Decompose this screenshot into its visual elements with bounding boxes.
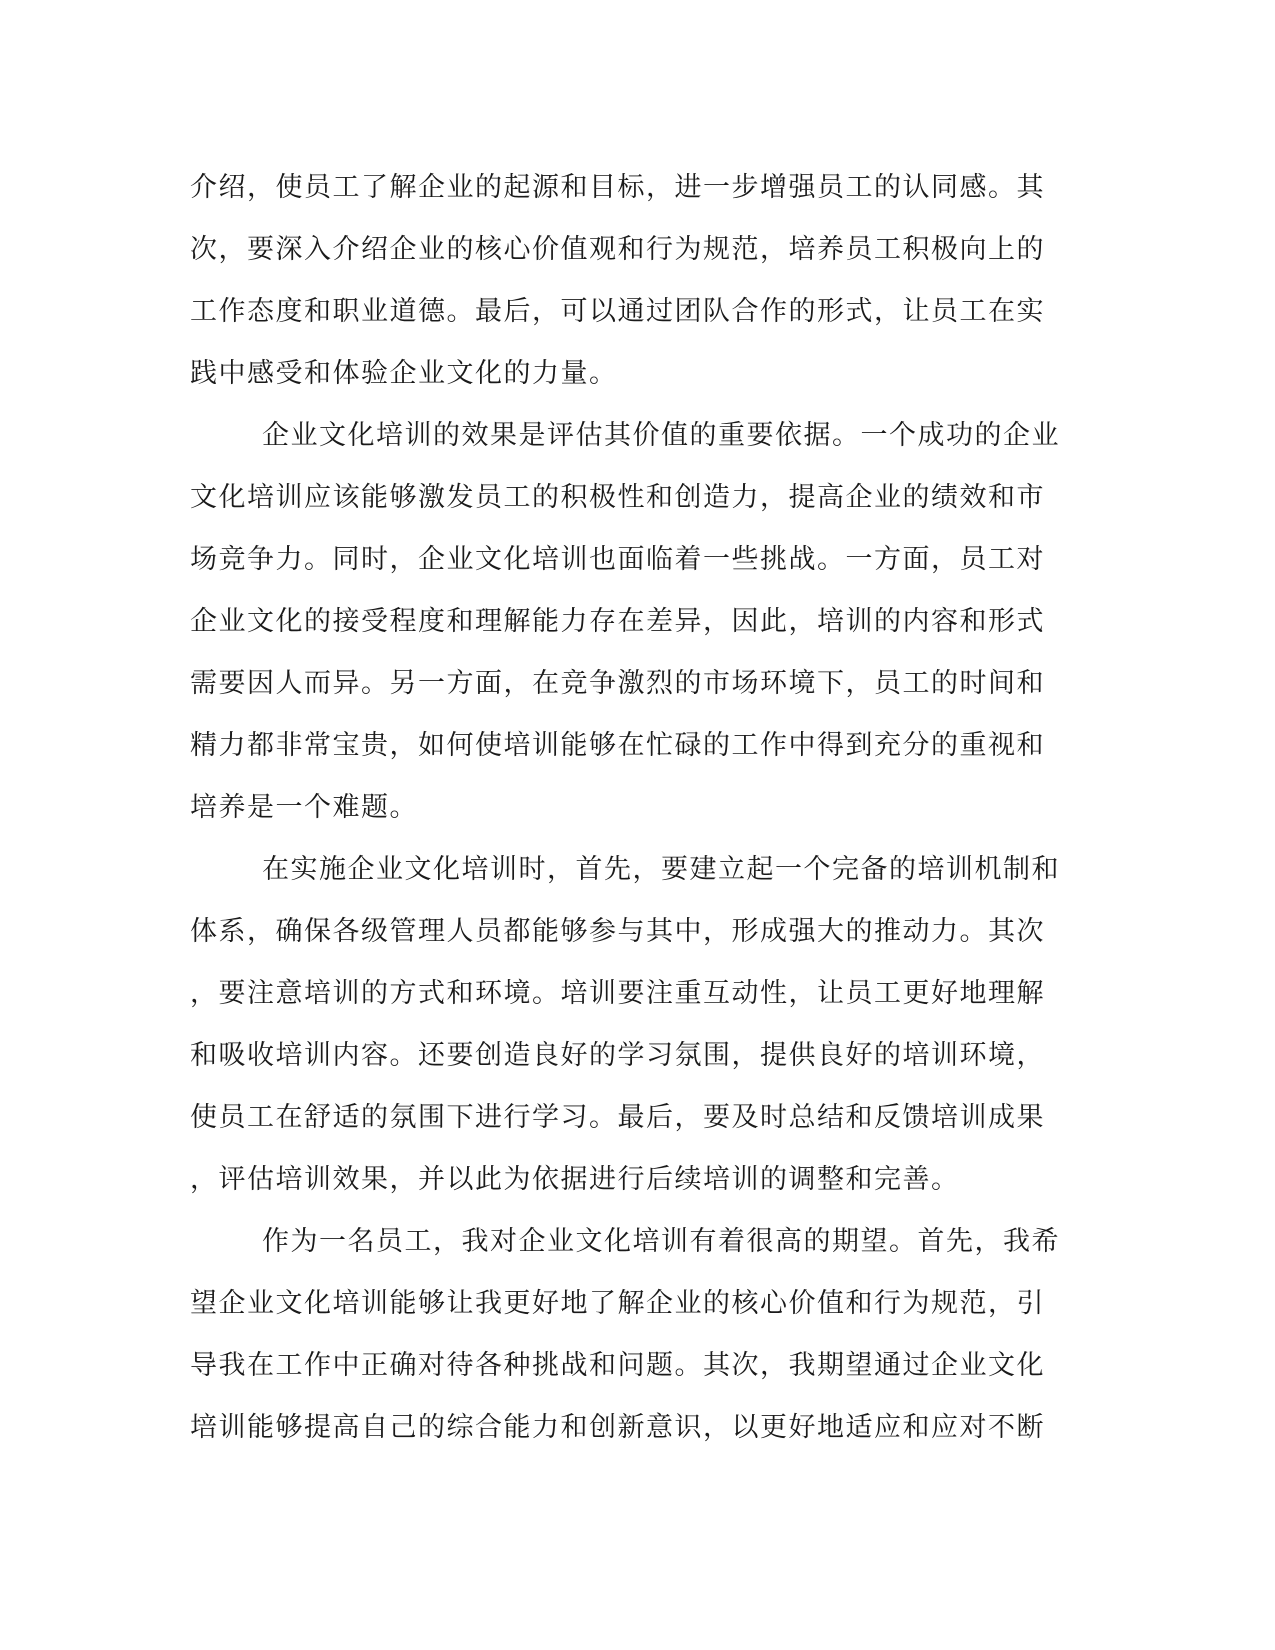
text-line: 培训能够提高自己的综合能力和创新意识，以更好地适应和应对不断 bbox=[190, 1412, 1045, 1443]
text-line: 工作态度和职业道德。最后，可以通过团队合作的形式，让员工在实 bbox=[190, 296, 1045, 327]
text-line: ，评估培训效果，并以此为依据进行后续培训的调整和完善。 bbox=[190, 1164, 960, 1195]
text-line: 需要因人而异。另一方面，在竞争激烈的市场环境下，员工的时间和 bbox=[190, 668, 1045, 699]
text-line: 企业文化培训的效果是评估其价值的重要依据。一个成功的企业 bbox=[262, 420, 1060, 451]
text-line: 培养是一个难题。 bbox=[190, 792, 418, 823]
text-line: 使员工在舒适的氛围下进行学习。最后，要及时总结和反馈培训成果 bbox=[190, 1102, 1045, 1133]
text-line: 次，要深入介绍企业的核心价值观和行为规范，培养员工积极向上的 bbox=[190, 234, 1045, 265]
text-line: 作为一名员工，我对企业文化培训有着很高的期望。首先，我希 bbox=[262, 1226, 1060, 1257]
text-line: ，要注意培训的方式和环境。培训要注重互动性，让员工更好地理解 bbox=[190, 978, 1045, 1009]
text-line: 介绍，使员工了解企业的起源和目标，进一步增强员工的认同感。其 bbox=[190, 172, 1045, 203]
text-line: 和吸收培训内容。还要创造良好的学习氛围，提供良好的培训环境， bbox=[190, 1040, 1045, 1071]
text-line: 精力都非常宝贵，如何使培训能够在忙碌的工作中得到充分的重视和 bbox=[190, 730, 1045, 761]
paragraph-1 bbox=[190, 157, 1090, 405]
paragraph-2 bbox=[190, 405, 1090, 839]
text-line: 文化培训应该能够激发员工的积极性和创造力，提高企业的绩效和市 bbox=[190, 482, 1045, 513]
paragraph-4 bbox=[190, 1211, 1090, 1459]
text-line: 企业文化的接受程度和理解能力存在差异，因此，培训的内容和形式 bbox=[190, 606, 1045, 637]
text-line: 在实施企业文化培训时，首先，要建立起一个完备的培训机制和 bbox=[262, 854, 1060, 885]
text-line: 望企业文化培训能够让我更好地了解企业的核心价值和行为规范，引 bbox=[190, 1288, 1045, 1319]
text-line: 践中感受和体验企业文化的力量。 bbox=[190, 358, 618, 389]
text-line: 场竞争力。同时，企业文化培训也面临着一些挑战。一方面，员工对 bbox=[190, 544, 1045, 575]
paragraph-3 bbox=[190, 839, 1090, 1211]
document-body bbox=[190, 157, 1090, 1459]
text-line: 体系，确保各级管理人员都能够参与其中，形成强大的推动力。其次 bbox=[190, 916, 1045, 947]
text-line: 导我在工作中正确对待各种挑战和问题。其次，我期望通过企业文化 bbox=[190, 1350, 1045, 1381]
